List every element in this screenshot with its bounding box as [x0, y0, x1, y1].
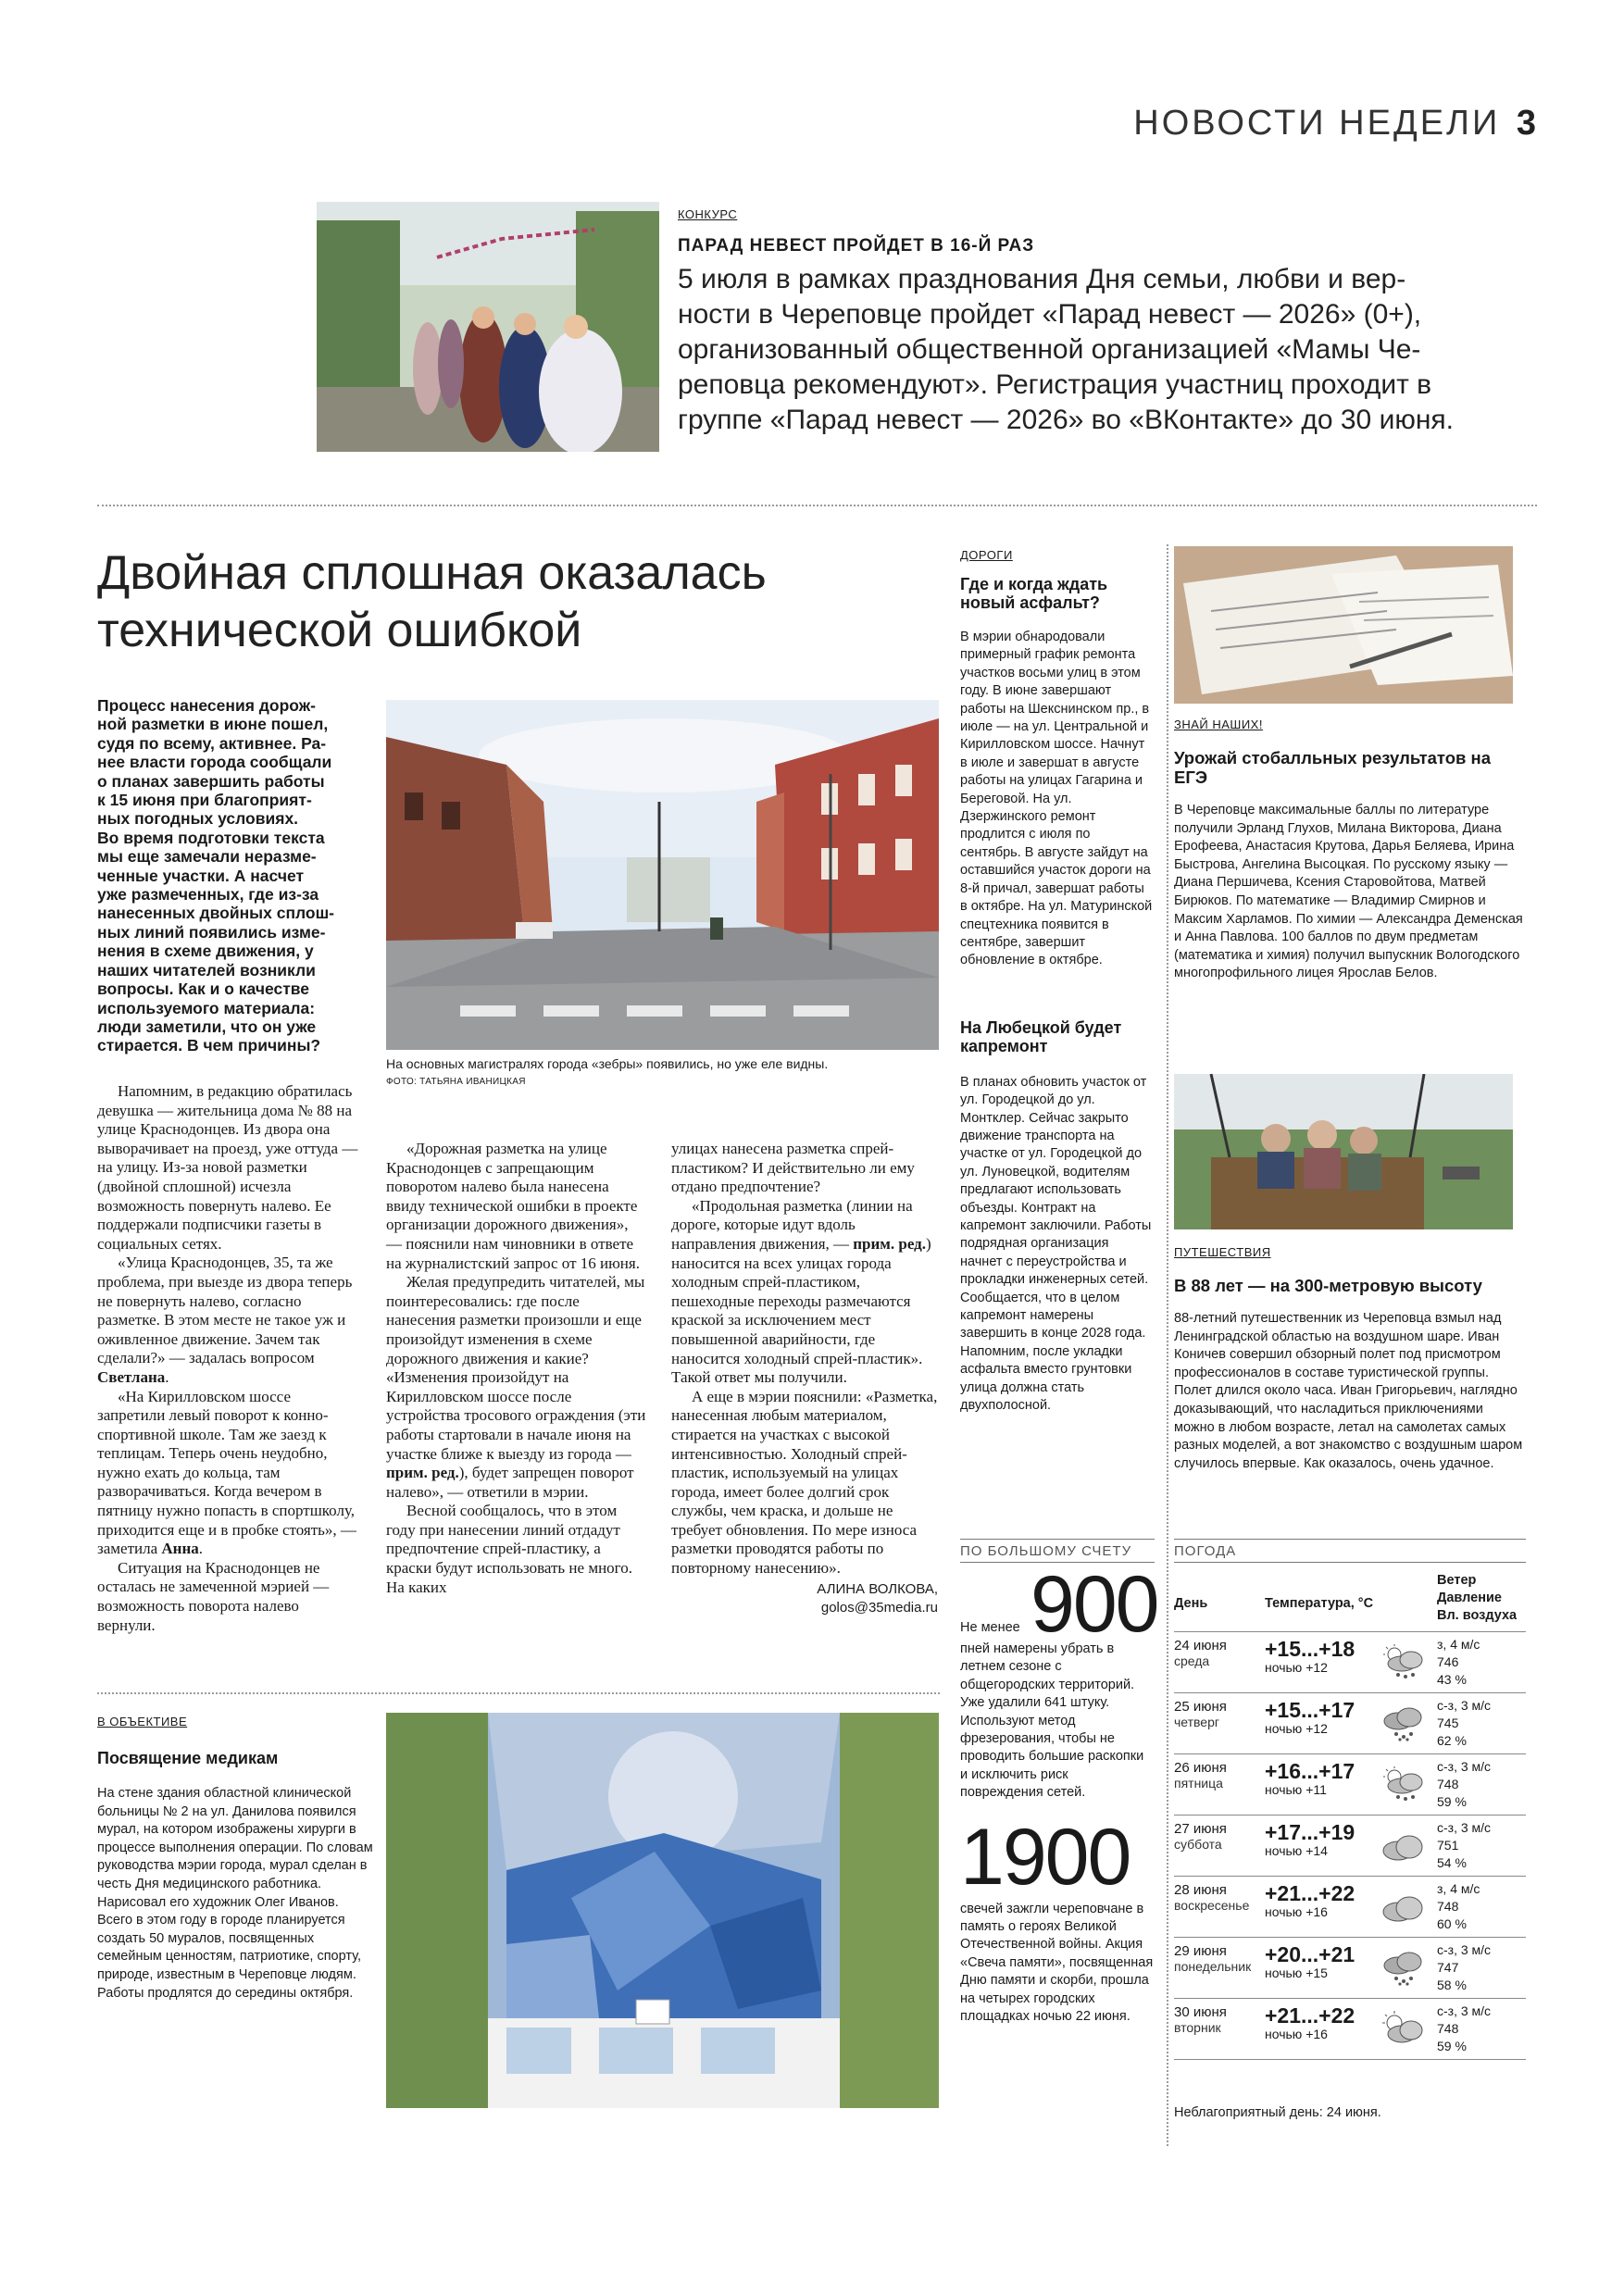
paragraph-text: ), будет запрещен поворот налево», — ответили в мэрии. [386, 1464, 634, 1501]
mural-photo [386, 1713, 939, 2108]
editor-note: прим. ред. [386, 1464, 459, 1482]
weather-row [1174, 1815, 1526, 1877]
weather-temp [1265, 1760, 1355, 1797]
focus-kicker: В ОБЪЕКТИВЕ [97, 1715, 188, 1728]
pressure-value: 751 [1437, 1838, 1459, 1853]
lead-line: Во время подготовки текста [97, 828, 325, 847]
ege-section [1174, 718, 1526, 983]
roads-headline-2: На Любецкой будет капремонт [960, 1017, 1122, 1055]
partly-cloudy-rain-icon [1380, 1766, 1428, 1803]
section-header [1133, 104, 1539, 144]
date-text: 27 июня [1174, 1821, 1227, 1837]
weather-wind [1437, 1697, 1530, 1750]
paragraph: улицах нанесена разметка спрей-пластиком? И действительно ли ему отдано предпочтение? [671, 1140, 915, 1196]
lead-line: судя по всему, активнее. Ра- [97, 733, 327, 753]
partly-cloudy-rain-icon [1380, 1643, 1428, 1680]
top-story-headline: ПАРАД НЕВЕСТ ПРОЙДЕТ В 16-Й РАЗ [678, 236, 1035, 256]
top-story-kicker: КОНКУРС [678, 207, 738, 221]
temp-range: +15...+18 [1265, 1637, 1355, 1661]
weather-date [1174, 1638, 1227, 1669]
weather-note: Неблагоприятный день: 24 июня. [1174, 2105, 1381, 2120]
paragraph: А еще в мэрии пояснили: «Разметка, нанесенная любым материалом, стирается на участках с высокой интенсивностью. Холодный спрей-пластик, используемый на улицах города, имеет более долгий срок службы, чем краска, и дольше не требует обновления. По мере износа разметки проводятся работы по повторному нанесению». [671, 1387, 938, 1578]
paragraph [386, 1273, 647, 1502]
exam-papers-photo [1174, 546, 1513, 704]
weather-row [1174, 1876, 1526, 1938]
col-pressure-label: Давление [1437, 1591, 1502, 1605]
night-temp: ночью +12 [1265, 1660, 1328, 1675]
main-title-line: Двойная сплошная оказалась [97, 546, 767, 600]
travel-section [1174, 1245, 1526, 1473]
roads-text-2: В планах обновить участок от ул. Городецкой до ул. Монтклер. Сейчас закрыто движение транспорта на участке от ул. Городецкой до ул. Луновецкой, водителям предлагают использовать объезды. Контракт на капремонт заключили. Работы подрядная организация начнет с переустройства и прокладки инженерных сетей. Сообщается, что в целом капремонт намерены завершить в конце 2028 года. Напомним, после укладки асфальта вместо грунтовки улица должна стать двухполосной. [960, 1074, 1152, 1414]
weather-col-day: День [1174, 1596, 1208, 1611]
temp-range: +15...+17 [1265, 1698, 1355, 1722]
night-temp: ночью +15 [1265, 1965, 1328, 1980]
wind-value: з, 4 м/с [1437, 1881, 1480, 1896]
weather-temp [1265, 2004, 1355, 2041]
top-story-line: реповца рекомендуют». Регистрация участниц проходит в [678, 369, 1432, 400]
weather-temp [1265, 1638, 1355, 1675]
temp-range: +20...+21 [1265, 1942, 1355, 1966]
roads-headline: Где и когда ждать новый асфальт? [960, 575, 1108, 612]
paragraph: «Дорожная разметка на улице Краснодонцев с запрещающим поворотом налево была нанесена ввиду технической ошибки в проекте организации дорожного движения», — пояснили нам чиновники в ответе на журналистский запрос от 16 июня. [386, 1140, 640, 1272]
main-title-line: технической ошибкой [97, 604, 582, 657]
paragraph-text: Желая предупредить читателей, мы поинтересовались: где после нанесения разметки произошли и еще произойдут изменения в схеме дорожного движения и какие? «Изменения произойдут на Кирилловском шоссе после устройства тросового ограждения (эти работы стартовали в начале июня на участке ближе к выезду из города — [386, 1273, 646, 1463]
roads-section [960, 548, 1155, 1415]
main-article-col3 [671, 1140, 938, 1618]
day-of-week: четверг [1174, 1715, 1219, 1729]
wind-value: с-з, 3 м/с [1437, 1820, 1492, 1835]
pressure-value: 748 [1437, 1777, 1459, 1791]
weather-row [1174, 1937, 1526, 1999]
weather-section [1174, 1539, 1526, 2131]
reader-name: Анна [161, 1540, 199, 1558]
temp-range: +16...+17 [1265, 1759, 1355, 1783]
lead-line: люди заметили, что он уже [97, 1017, 317, 1036]
n2-text: свечей зажгли череповчане в память о героях Великой Отечественной войны. Акция «Свеча памяти», посвященная Дню памяти и скорби, прошла на четырех городских площадках ночью 22 июня. [960, 1901, 1154, 2025]
day-of-week: пятница [1174, 1776, 1223, 1791]
focus-text: На стене здания областной клинической больницы № 2 на ул. Данилова появился мурал, на котором изображены хирурги в процессе выполнения операции. По словам руководства мэрии города, мурал сделан в честь Дня медицинского работника. Нарисовал его художник Олег Иванов. Всего в этом году в городе планируется создать 50 муралов, посвященных семейным ценностям, патриотике, спорту, природе, известным в Череповце людям. Работы продлятся до середины октября. [97, 1786, 373, 2001]
roads-kicker: ДОРОГИ [960, 548, 1013, 562]
night-temp: ночью +11 [1265, 1782, 1327, 1797]
page-number: 3 [1516, 104, 1539, 143]
paragraph-text: «Продольная разметка (линии на дороге, которые идут вдоль направления движения, — [671, 1196, 913, 1253]
photo-caption: На основных магистралях города «зебры» появились, но уже еле видны. [386, 1056, 829, 1071]
lead-line: наших читателей возникли [97, 960, 316, 980]
weather-wind [1437, 2003, 1530, 2055]
wind-value: с-з, 3 м/с [1437, 1942, 1492, 1957]
travel-text: 88-летний путешественник из Череповца взмыл над Ленинградской областью на воздушном шаре. Иван Коничев совершил обзорный полет под присмотром профессионалов в составе туристической группы. Полет длился около часа. Иван Григорьевич, наглядно доказывающий, что насладиться приключениями можно в любом возрасте, летал на самолетах самых разных моделей, а вот знакомство с воздушным шаром случилось впервые. Как оказалось, очень удачное. [1174, 1311, 1523, 1471]
weather-row [1174, 1753, 1526, 1816]
paragraph: Напомним, в редакцию обратилась девушка — жительница дома № 88 на улице Краснодонцев. Из двора она выворачивает на проезд, уже оттуда — на улицу. Из-за новой разметки (двойной сплошной) исчезла возможность повернуть налево. Ее поддержали подписчики газеты в социальных сетях. [97, 1082, 358, 1253]
paragraph: Ситуация на Краснодонцев не осталась не замеченной мэрией — возможность поворота налево вернули. [97, 1558, 330, 1634]
temp-range: +21...+22 [1265, 1881, 1355, 1905]
weather-temp [1265, 1943, 1355, 1980]
paragraph: Весной сообщалось, что в этом году при нанесении линий отдадут предпочтение спрей-пластику, а краски будут использовать не много. На каких [386, 1502, 632, 1596]
pressure-value: 748 [1437, 1899, 1459, 1914]
weather-row [1174, 1692, 1526, 1754]
divider [1167, 544, 1168, 2146]
night-temp: ночью +12 [1265, 1721, 1328, 1736]
weather-header: ПОГОДА [1174, 1539, 1526, 1563]
divider [97, 505, 1537, 506]
weather-date [1174, 1760, 1227, 1791]
wind-value: з, 4 м/с [1437, 1637, 1480, 1652]
temp-range: +21...+22 [1265, 2003, 1355, 2028]
balloon-flight-photo [1174, 1074, 1513, 1229]
day-of-week: суббота [1174, 1837, 1222, 1852]
paragraph-text: ) наносится на всех улицах города холодным спрей-пластиком, пешеходные переходы размечаются краской за исключением мест повышенной аварийности, где наносится холодный спрей-пластик». Такой ответ мы получили. [671, 1234, 931, 1387]
travel-kicker: ПУТЕШЕСТВИЯ [1174, 1245, 1271, 1259]
rain-icon [1380, 1704, 1428, 1741]
pressure-value: 745 [1437, 1716, 1459, 1730]
lead-line: ных погодных условиях. [97, 809, 299, 829]
date-text: 30 июня [1174, 2004, 1227, 2020]
divider [97, 1692, 940, 1694]
top-story-line: ности в Череповце пройдет «Парад невест — 2026» (0+), [678, 299, 1422, 330]
lead-line: ных линий появились изме- [97, 922, 326, 942]
humidity-value: 58 % [1437, 1978, 1467, 1992]
lead-line: уже размеченных, где из-за [97, 885, 319, 905]
lead-line: мы еще замечали неразме- [97, 847, 317, 867]
humidity-value: 54 % [1437, 1855, 1467, 1870]
humidity-value: 60 % [1437, 1916, 1467, 1931]
weather-col-temp: Температура, °С [1265, 1596, 1374, 1611]
rain-icon [1380, 1949, 1428, 1986]
date-text: 25 июня [1174, 1699, 1227, 1715]
main-article-col2 [386, 1140, 647, 1597]
humidity-value: 43 % [1437, 1672, 1467, 1687]
lead-line: к 15 июня при благоприят- [97, 791, 312, 810]
weather-row [1174, 1631, 1526, 1693]
temp-range: +17...+19 [1265, 1820, 1355, 1844]
top-story-line: группе «Парад невест — 2026» во «ВКонтакте» до 30 июня. [678, 405, 1454, 435]
travel-headline: В 88 лет — на 300-метровую высоту [1174, 1276, 1482, 1295]
main-article-title [97, 544, 949, 659]
col-humidity-label: Вл. воздуха [1437, 1608, 1518, 1623]
weather-date [1174, 1943, 1251, 1975]
n1-text: пней намерены убрать в летнем сезоне с общегородских территорий. Уже удалили 641 штуку. Используют метод фрезерования, чтобы не проводить большие раскопки и исключить риск повреждения сетей. [960, 1641, 1144, 1801]
date-text: 26 июня [1174, 1760, 1227, 1776]
humidity-value: 59 % [1437, 2039, 1467, 2053]
focus-section [97, 1715, 375, 2003]
col-wind-label: Ветер [1437, 1573, 1477, 1588]
numbers-header: ПО БОЛЬШОМУ СЧЕТУ [960, 1539, 1155, 1563]
weather-temp [1265, 1882, 1355, 1919]
weather-row [1174, 1998, 1526, 2060]
author: АЛИНА ВОЛКОВА, [817, 1580, 938, 1597]
n1-value: 900 [1031, 1560, 1158, 1649]
section-title: НОВОСТИ НЕДЕЛИ [1133, 104, 1501, 143]
focus-headline: Посвящение медикам [97, 1749, 279, 1767]
weather-table-end [1174, 2059, 1526, 2060]
weather-wind [1437, 1880, 1530, 1933]
roads-text: В мэрии обнародовали примерный график ремонта участков восьми улиц в этом году. В июне завершают работы на Шекснинском пр., в июле — на ул. Центральной и Кирилловском шоссе. Начнут в июле и завершат в августе работы на улицах Гагарина и Береговой. На ул. Дзержинского ремонт продлится с июля по сентябрь. В августе зайдут на оставшийся участок дороги на 8-й причал, завершат работы в октябре. На ул. Матуринской спецтехника появится в сентябре, завершит обновление в октябре. [960, 630, 1153, 968]
weather-wind [1437, 1758, 1530, 1811]
day-of-week: понедельник [1174, 1959, 1252, 1974]
top-story-line: 5 июля в рамках празднования Дня семьи, любви и вер- [678, 264, 1406, 294]
paragraph: «Улица Краснодонцев, 35, та же проблема, при выезде из двора теперь не повернуть налево, согласно разметке. В этом месте не такое уж и оживленное движение. Зачем так сделали?» — задалась вопросом Светлана. [97, 1254, 353, 1386]
wind-value: с-з, 3 м/с [1437, 1759, 1492, 1774]
lead-line: нее власти города сообщали [97, 753, 332, 772]
humidity-value: 62 % [1437, 1733, 1467, 1748]
pressure-value: 746 [1437, 1654, 1459, 1669]
ege-headline: Урожай стобалльных результатов на ЕГЭ [1174, 748, 1492, 787]
top-story-text [678, 262, 1548, 438]
date-text: 29 июня [1174, 1943, 1227, 1959]
day-of-week: вторник [1174, 2020, 1221, 2035]
date-text: 28 июня [1174, 1882, 1227, 1898]
lead-line: ной разметки в июне пошел, [97, 715, 329, 734]
main-article-col1 [97, 1082, 358, 1635]
day-of-week: воскресенье [1174, 1898, 1250, 1913]
lead-line: нанесенных двойных сплош- [97, 904, 335, 923]
weather-date [1174, 1821, 1227, 1853]
weather-date [1174, 1699, 1227, 1730]
quote-text: «На Кирилловском шоссе запретили левый поворот к конно-спортивной школе. Там же заезд к теплицам. Теперь очень неудобно, нужно ехать до кольца, там разворачиваться. Когда вечером в пятницу нужно попасть в спортшколу, приходится еще и в пробке стоять», — заметила [97, 1387, 356, 1558]
weather-temp [1265, 1821, 1355, 1858]
weather-temp [1265, 1699, 1355, 1736]
ege-text: В Череповце максимальные баллы по литературе получили Эрланд Глухов, Милана Викторова, Диана Ерофеева, Анастасия Крутова, Дарья Беляева, Ирина Быстрова, Ангелина Высоцкая. По русскому языку — Диана Першичева, Ксения Старовойтова, Матвей Бирюков. По математике — Владимир Смирнов и Максим Харламов. По химии — Александра Деменская и Анна Павлова. 100 баллов по двум предметам (математика и химия) получил выпускник Вологодского многопрофильного лицея Ярослав Белов. [1174, 803, 1523, 981]
cloud-icon [1380, 1888, 1428, 1925]
weather-col-wind [1437, 1572, 1517, 1625]
n2-value: 1900 [960, 1812, 1131, 1902]
weather-wind [1437, 1636, 1530, 1689]
lead-line: о планах завершить работы [97, 771, 325, 791]
lead-line: вопросы. Как и о качестве [97, 980, 310, 999]
photo-credit: ФОТО: ТАТЬЯНА ИВАНИЦКАЯ [386, 1077, 526, 1087]
night-temp: ночью +14 [1265, 1843, 1328, 1858]
top-story-line: организованный общественной организацией «Мамы Че- [678, 334, 1421, 365]
n1-prefix: Не менее [960, 1620, 1020, 1635]
date-text: 24 июня [1174, 1638, 1227, 1653]
wind-value: с-з, 3 м/с [1437, 1698, 1492, 1713]
paragraph [671, 1197, 938, 1388]
numbers-section [960, 1539, 1158, 2027]
lead-line: стирается. В чем причины? [97, 1036, 321, 1055]
main-article-lead [97, 696, 366, 1055]
wind-value: с-з, 3 м/с [1437, 2003, 1492, 2018]
author-email[interactable]: golos@35media.ru [820, 1600, 938, 1616]
humidity-value: 59 % [1437, 1794, 1467, 1809]
cloud-icon [1380, 1827, 1428, 1864]
night-temp: ночью +16 [1265, 1904, 1328, 1919]
bride-parade-photo [317, 202, 659, 452]
lead-line: используемого материала: [97, 998, 316, 1017]
weather-wind [1437, 1941, 1530, 1994]
paragraph: «На Кирилловском шоссе запретили левый поворот к конно-спортивной школе. Там же заезд к теплицам. Теперь очень неудобно, нужно ехать до кольца, там разворачиваться. Когда вечером в пятницу нужно попасть в спортшколу, приходится еще и в пробке стоять», — заметила Анна. [97, 1387, 356, 1558]
partly-cloudy-icon [1380, 2010, 1428, 2047]
editor-note: прим. ред. [853, 1234, 927, 1253]
lead-line: ченные участки. А насчет [97, 866, 305, 885]
night-temp: ночью +16 [1265, 2027, 1328, 2041]
pressure-value: 748 [1437, 2021, 1459, 2036]
weather-wind [1437, 1819, 1530, 1872]
lead-line: нения в схеме движения, у [97, 942, 314, 961]
street-crossing-photo [386, 700, 939, 1050]
reader-name: Светлана [97, 1367, 166, 1386]
weather-date [1174, 1882, 1249, 1914]
day-of-week: среда [1174, 1653, 1210, 1668]
pressure-value: 747 [1437, 1960, 1459, 1975]
lead-line: Процесс нанесения дорож- [97, 696, 316, 715]
quote-text: «Улица Краснодонцев, 35, та же проблема, при выезде из двора теперь не повернуть налево, согласно разметке. В этом месте не такое уж и оживленное движение. Зачем так сделали?» — задалась вопросом [97, 1254, 353, 1367]
weather-date [1174, 2004, 1227, 2036]
ege-kicker: ЗНАЙ НАШИХ! [1174, 718, 1263, 731]
